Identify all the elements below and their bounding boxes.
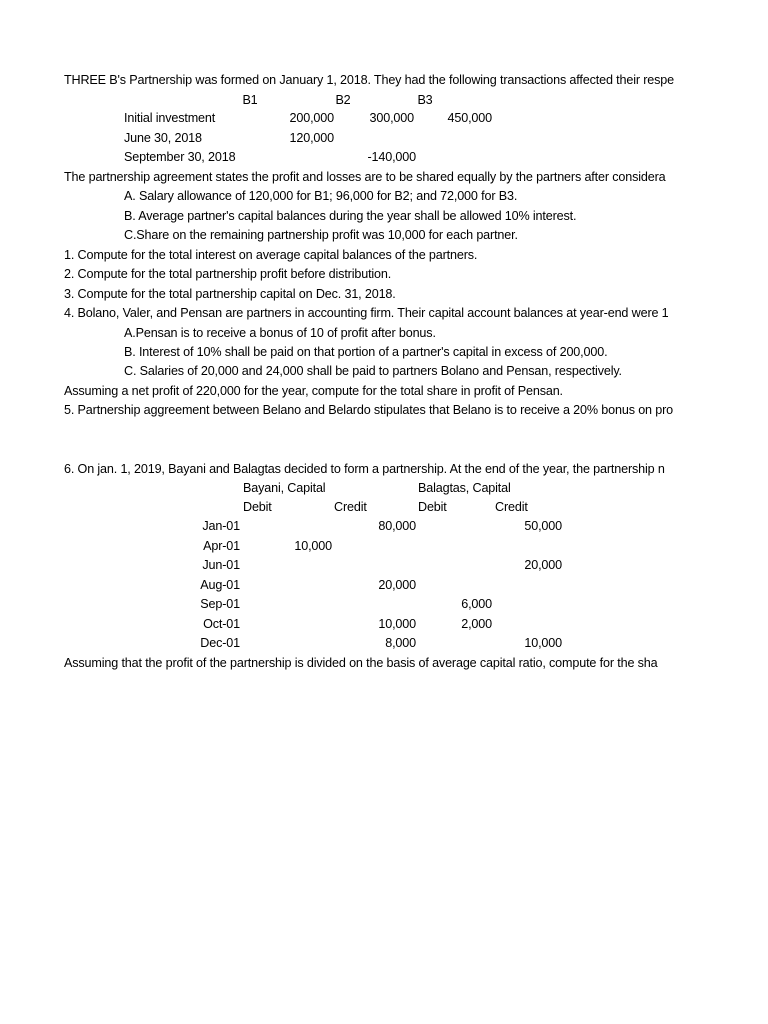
problem1-intro: THREE B's Partnership was formed on January 1, 2018. They had the following transactions affected their respe bbox=[64, 73, 675, 87]
problem6-intro: 6. On jan. 1, 2019, Bayani and Balagtas decided to form a partnership. At the end of the year, the partnership n bbox=[64, 462, 665, 476]
ledger-date: Sep-01 bbox=[200, 597, 240, 611]
cell-b1: 120,000 bbox=[289, 131, 334, 145]
ledger-date: Jan-01 bbox=[202, 519, 240, 533]
row-label: September 30, 2018 bbox=[124, 150, 236, 164]
header-b1: B1 bbox=[242, 93, 258, 107]
account-header-balagtas: Balagtas, Capital bbox=[418, 481, 511, 495]
problem4-term-c: C. Salaries of 20,000 and 24,000 shall be paid to partners Bolano and Pensan, respectively. bbox=[124, 364, 622, 378]
problem4-assumption: Assuming a net profit of 220,000 for the year, compute for the total share in profit of Pensan. bbox=[64, 384, 563, 398]
header-b3: B3 bbox=[417, 93, 433, 107]
ledger-balagtas-debit: 6,000 bbox=[461, 597, 492, 611]
problem4-term-a: A.Pensan is to receive a bonus of 10 of profit after bonus. bbox=[124, 326, 436, 340]
question-2: 2. Compute for the total partnership profit before distribution. bbox=[64, 267, 392, 281]
ledger-balagtas-credit: 10,000 bbox=[524, 636, 562, 650]
cell-b1: 200,000 bbox=[289, 111, 334, 125]
row-label: June 30, 2018 bbox=[124, 131, 202, 145]
cell-b2: -140,000 bbox=[367, 150, 416, 164]
row-label: Initial investment bbox=[124, 111, 216, 125]
term-c: C.Share on the remaining partnership profit was 10,000 for each partner. bbox=[124, 228, 518, 242]
ledger-bayani-debit: 10,000 bbox=[294, 539, 332, 553]
header-b2: B2 bbox=[335, 93, 351, 107]
column-header-credit: Credit bbox=[334, 500, 367, 514]
question-5: 5. Partnership aggreement between Belano and Belardo stipulates that Belano is to receive a 20% bonus on pro bbox=[64, 403, 673, 417]
ledger-bayani-credit: 8,000 bbox=[385, 636, 416, 650]
ledger-balagtas-credit: 20,000 bbox=[524, 558, 562, 572]
ledger-date: Apr-01 bbox=[203, 539, 240, 553]
cell-b3: 450,000 bbox=[447, 111, 492, 125]
ledger-bayani-credit: 80,000 bbox=[378, 519, 416, 533]
problem4-term-b: B. Interest of 10% shall be paid on that portion of a partner's capital in excess of 200,000. bbox=[124, 345, 608, 359]
ledger-bayani-credit: 10,000 bbox=[378, 617, 416, 631]
ledger-balagtas-debit: 2,000 bbox=[461, 617, 492, 631]
term-b: B. Average partner's capital balances during the year shall be allowed 10% interest. bbox=[124, 209, 577, 223]
ledger-bayani-credit: 20,000 bbox=[378, 578, 416, 592]
ledger-date: Oct-01 bbox=[203, 617, 240, 631]
agreement-text: The partnership agreement states the profit and losses are to be shared equally by the partners after considera bbox=[64, 170, 666, 184]
ledger-date: Aug-01 bbox=[200, 578, 240, 592]
question-3: 3. Compute for the total partnership capital on Dec. 31, 2018. bbox=[64, 287, 396, 301]
column-header-credit: Credit bbox=[495, 500, 528, 514]
column-header-debit: Debit bbox=[243, 500, 272, 514]
term-a: A. Salary allowance of 120,000 for B1; 96,000 for B2; and 72,000 for B3. bbox=[124, 189, 518, 203]
ledger-balagtas-credit: 50,000 bbox=[524, 519, 562, 533]
cell-b2: 300,000 bbox=[369, 111, 414, 125]
ledger-date: Jun-01 bbox=[202, 558, 240, 572]
ledger-date: Dec-01 bbox=[200, 636, 240, 650]
question-4: 4. Bolano, Valer, and Pensan are partners in accounting firm. Their capital account balances at year-end were 1 bbox=[64, 306, 669, 320]
account-header-bayani: Bayani, Capital bbox=[243, 481, 326, 495]
column-header-debit: Debit bbox=[418, 500, 447, 514]
problem6-assumption: Assuming that the profit of the partnership is divided on the basis of average capital ratio, compute for the sha bbox=[64, 656, 658, 670]
question-1: 1. Compute for the total interest on average capital balances of the partners. bbox=[64, 248, 478, 262]
